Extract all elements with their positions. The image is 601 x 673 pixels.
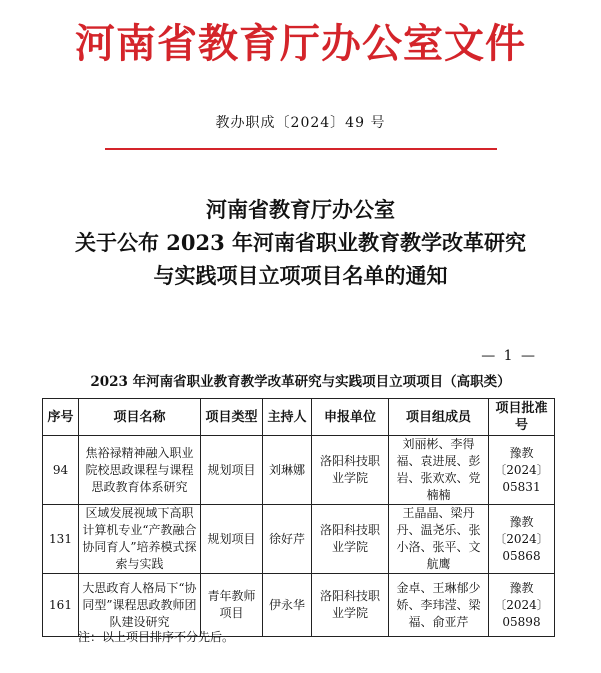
table-title: 2023 年河南省职业教育教学改革研究与实践项目立项项目（高职类） (90, 374, 511, 390)
cell-unit: 洛阳科技职业学院 (312, 505, 389, 574)
cell-host: 徐好芹 (263, 505, 312, 574)
table-row (43, 436, 555, 505)
cell-type: 青年教师项目 (201, 574, 263, 637)
header-host: 主持人 (263, 399, 312, 436)
cell-seq: 161 (43, 574, 79, 637)
header-approval: 项目批准号 (489, 399, 555, 436)
header-seq: 序号 (43, 399, 79, 436)
cell-host: 伊永华 (263, 574, 312, 637)
header-members: 项目组成员 (389, 399, 489, 436)
document-header-title: 河南省教育厅办公室文件 (75, 20, 526, 67)
cell-seq: 94 (43, 436, 79, 505)
notice-title-line1: 河南省教育厅办公室 (206, 197, 395, 222)
cell-name: 大思政育人格局下“协同型”课程思政教师团队建设研究 (79, 574, 201, 637)
cell-approval: 豫教〔2024〕05898 (489, 574, 555, 637)
project-table (42, 398, 555, 637)
document-number: 教办职成〔2024〕49 号 (215, 115, 386, 131)
cell-host: 刘琳娜 (263, 436, 312, 505)
cell-members: 王晶晶、梁丹丹、温尧乐、张小洛、张平、文航鹰 (389, 505, 489, 574)
cell-approval: 豫教〔2024〕05831 (489, 436, 555, 505)
notice-title (0, 193, 601, 292)
page-number: — 1 — (481, 348, 537, 364)
header-name: 项目名称 (79, 399, 201, 436)
header-unit: 申报单位 (312, 399, 389, 436)
red-divider-line (105, 148, 497, 150)
cell-name: 焦裕禄精神融入职业院校思政课程与课程思政教育体系研究 (79, 436, 201, 505)
cell-unit: 洛阳科技职业学院 (312, 436, 389, 505)
footnote: 注：以上项目排序不分先后。 (78, 630, 235, 644)
cell-name: 区域发展视域下高职计算机专业“产教融合协同育人”培养模式探索与实践 (79, 505, 201, 574)
cell-type: 规划项目 (201, 505, 263, 574)
notice-title-line2: 关于公布 2023 年河南省职业教育教学改革研究 (74, 230, 527, 255)
cell-seq: 131 (43, 505, 79, 574)
cell-type: 规划项目 (201, 436, 263, 505)
notice-title-line3: 与实践项目立项项目名单的通知 (153, 263, 448, 288)
cell-unit: 洛阳科技职业学院 (312, 574, 389, 637)
cell-members: 金卓、王琳郁少娇、李玮滢、梁福、俞亚芹 (389, 574, 489, 637)
table-header-row (43, 399, 555, 436)
header-type: 项目类型 (201, 399, 263, 436)
table-row (43, 505, 555, 574)
cell-members: 刘丽彬、李得福、袁进展、彭岩、张欢欢、党楠楠 (389, 436, 489, 505)
cell-approval: 豫教〔2024〕05868 (489, 505, 555, 574)
